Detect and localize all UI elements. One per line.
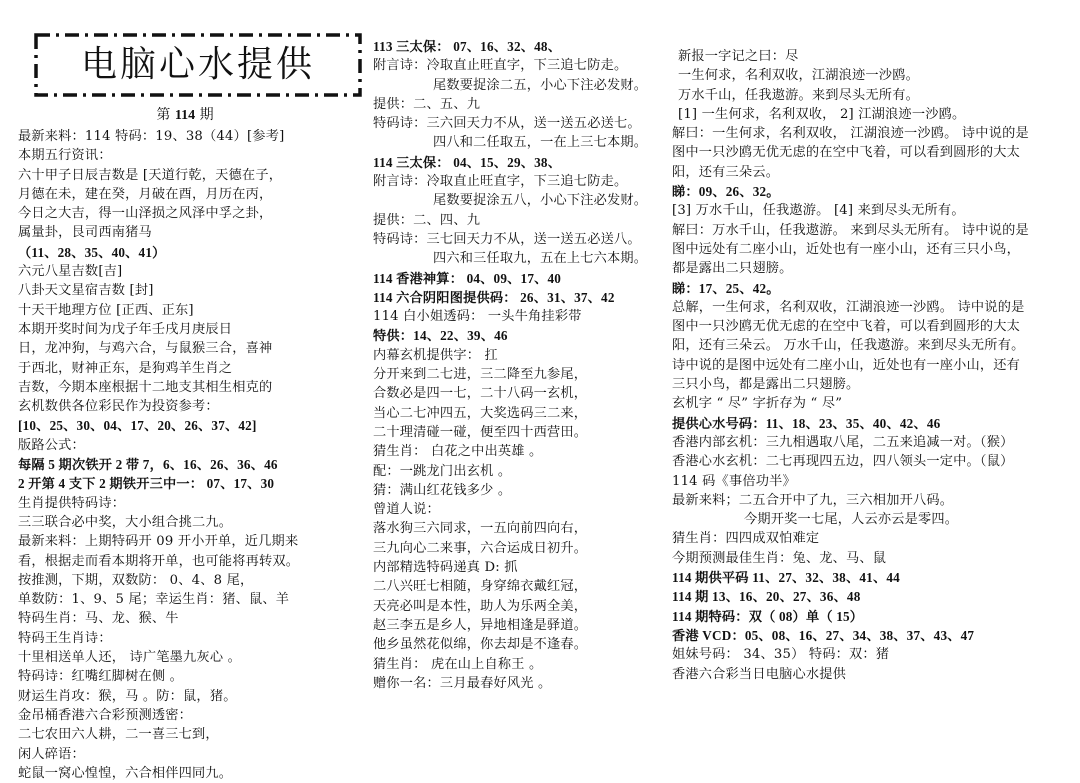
poem-line: 最新来料；二五合开中了九，三六相加开八码。: [672, 492, 954, 508]
poem-line: 天亮必叫是本性，助人为乐两全美，: [373, 598, 588, 614]
number-list: 睇：17、25、42。: [672, 280, 780, 296]
poem-line: 三三联合必中奖，大小组合挑二九。: [18, 514, 233, 530]
poem-line: 特码诗：三六回天力不从，送一送五必送七。: [373, 116, 641, 132]
text-line: 月德在未，建在癸，月破在酉，月历在丙，: [18, 186, 273, 202]
text-line: 姐妹号码： 34、35） 特码：双：猪: [672, 647, 890, 663]
formula-line: 2 开第 4 支下 2 期铁开三中一： 07、17、30: [18, 476, 275, 492]
text-line: 最新来料：上期特码开 09 开小开单，近几期来: [18, 534, 299, 550]
number-list: 特供：14、22、39、46: [373, 328, 508, 344]
text-line: 财运生肖攻：猴，马 。防：鼠，猪。: [18, 688, 237, 704]
text-line: 图中一只沙鸥无优无虑的在空中飞着，可以看到圆形的大太: [672, 319, 1021, 335]
section-heading: 特码王生肖诗：: [18, 630, 112, 646]
number-list: 114 期供平码 11、27、32、38、41、44: [672, 570, 900, 586]
section-heading: 生肖提供特码诗：: [18, 495, 126, 511]
text-line: 香港心水玄机：二七再现四五边，四八领头一定中。（鼠）: [672, 454, 1014, 470]
text-line: 内幕玄机提供字： 扛: [373, 347, 498, 363]
text-line: 猜生肖：四四成双怕难定: [672, 531, 820, 547]
text-line: 单数防：1、9、5 尾；幸运生肖：猪、鼠、羊: [18, 592, 290, 608]
poem-line: 附言诗：冷取直止旺直字，下三追七防走。: [373, 174, 628, 190]
number-list: （11、28、35、40、41）: [18, 244, 166, 260]
number-list: 睇：09、26、32。: [672, 184, 780, 200]
text-line: 玄机数供各位彩民作为投资参考：: [18, 399, 219, 415]
latest-info: 最新来料：114 特码：19、38（44）[参考]: [18, 129, 285, 144]
title-box: [34, 33, 362, 97]
column-middle: [373, 37, 668, 693]
text-line: 属量卦，艮司西南猪马: [18, 225, 152, 241]
text-line: 猜：满山红花钱多少 。: [373, 482, 512, 498]
text-line: 今日之大吉，得一山泽损之风泽中孚之卦，: [18, 206, 273, 222]
poem-line: 当心二七冲四五，大奖选码三二来，: [373, 405, 588, 421]
poem-line: 二七农田六人耕，二一喜三七到，: [18, 727, 219, 743]
poem-line: 一生何求，名利双收，江湖浪迹一沙鸥。: [678, 68, 919, 84]
poem-line: 他乡虽然花似绵，你去却是不逢春。: [373, 637, 588, 653]
text-line: 图中一只沙鸥无优无虑的在空中飞着，可以看到圆形的大太: [672, 145, 1021, 161]
section-heading: 114 码《事倍功半》: [672, 473, 796, 489]
text-line: 诗中说的是图中远处有二座小山，近处也有一座小山，还有: [672, 357, 1021, 373]
text-line: 提供：二、四、九: [373, 212, 481, 228]
text-line: 解曰：万水千山，任我遨游。 来到尽头无所有。 诗中说的是: [672, 222, 1029, 238]
number-list: 114 三太保： 04、15、29、38、: [373, 154, 562, 170]
poem-line: 十里相送单人还， 诗广笔墨九灰心 。: [18, 650, 241, 666]
poem-line: 三九向心二来事，六合运成日初升。: [373, 540, 588, 556]
section-heading: 曾道人说：: [373, 502, 440, 518]
issue-number: 第 114 期: [156, 107, 214, 123]
page-title: 电脑心水提供: [80, 44, 315, 85]
text-line: 赠你一名：三月最春好风光 。: [373, 675, 552, 691]
poem-line: [1] 一生何求，名利双收， 2] 江湖浪迹一沙鸥。: [678, 106, 966, 122]
text-line: 按推测，下期，双数防： 0、4、8 尾，: [18, 572, 254, 588]
text-line: 于西北，财神正东，是狗鸡羊生肖之: [18, 360, 233, 376]
poem-line: 二八兴旺七相随，身穿绵衣戴红冠，: [373, 579, 588, 595]
poem-line: 蛇鼠一窝心惶惶，六合相伴四同九。: [18, 765, 233, 781]
poem-line: 四八和二任取五，一在上三七本期。: [433, 135, 648, 151]
text-line: 阳，还有三朵云。 万水千山，任我遨游。来到尽头无所有。: [672, 338, 1025, 354]
section-heading: 内部精选特码递真 D: 抓: [373, 560, 518, 576]
poem-line: 二十理清碰一碰，便至四十西营田。: [373, 424, 588, 440]
section-heading: 本期五行资讯：: [18, 148, 112, 164]
poem-line: 四六和三任取九，五在上七六本期。: [433, 251, 648, 267]
number-list: [10、25、30、04、17、20、26、37、42]: [18, 418, 257, 434]
text-line: 总解，一生何求，名利双收，江湖浪迹一沙鸥。 诗中说的是: [672, 299, 1025, 315]
text-line: 都是露出二只翅膀。: [672, 261, 793, 277]
text-line: 香港内部玄机：三九相遇取八尾，二五来追减一对。（猴）: [672, 434, 1014, 450]
text-line: 提供：二、五、九: [373, 96, 481, 112]
number-list: 提供心水号码：11、18、23、35、40、42、46: [672, 415, 941, 431]
text-line: 吉数，今期本座根据十二地支其相生相克的: [18, 379, 273, 395]
text-line: 日，龙冲狗，与鸡六合，与鼠猴三合，喜神: [18, 341, 273, 357]
text-line: 特码生肖：马、龙、猴、牛: [18, 611, 179, 627]
text-line: 三只小鸟，都是露出二只翅膀。: [672, 377, 860, 393]
text-line: 特码诗：红嘴红脚树在侧 。: [18, 669, 184, 685]
text-line: 玄机字 “ 尽” 字折存为 “ 尽”: [672, 396, 843, 412]
text-line: 六元八星吉数[吉]: [18, 264, 123, 280]
text-line: 阳，还有三朵云。: [672, 164, 780, 180]
section-heading: 闲人碎语：: [18, 746, 85, 762]
poem-line: 今期开奖一七尾，人云亦云是零四。: [744, 512, 959, 528]
poem-line: 万水千山，任我遨游。来到尽头无所有。: [678, 87, 919, 103]
poem-line: 尾数要捉涂五八，小心下注必发财。: [433, 193, 648, 209]
poem-line: 分开来到二七进，三二降至九参尾，: [373, 367, 588, 383]
text-line: 本期开奖时间为戊子年壬戌月庚辰日: [18, 321, 233, 337]
text-line: 十天干地理方位 [正西、正东]: [18, 302, 194, 318]
text-line: 六十甲子日辰吉数是 [天道行乾，天德在子，: [18, 167, 283, 183]
poem-line: 合数必是四一七，二十八码一玄机，: [373, 386, 588, 402]
number-list: 114 期特码：双（ 08）单（ 15）: [672, 608, 864, 624]
number-list: 114 香港神算： 04、09、17、40: [373, 270, 562, 286]
poem-line: 赵三李五是乡人，异地相逢是驿道。: [373, 617, 588, 633]
column-left: [18, 127, 358, 783]
number-list: 香港 VCD：05、08、16、27、34、38、37、43、47: [672, 627, 975, 643]
section-heading: 金吊桶香港六合彩预测透密：: [18, 707, 193, 723]
number-list: 114 六合阴阳图提供码： 26、31、37、42: [373, 289, 615, 305]
text-line: 猜生肖： 白花之中出英雄 。: [373, 444, 543, 460]
poem-line: 尾数要捉涂二五，小心下注必发财。: [433, 77, 648, 93]
footer-line: 香港六合彩当日电脑心水提供: [672, 666, 847, 682]
text-line: 看，根据走而看本期将开单，也可能将再转双。: [18, 553, 300, 569]
section-heading: 版路公式：: [18, 437, 85, 453]
text-line: 猜生肖： 虎在山上自称王 。: [373, 656, 543, 672]
column-right: [672, 47, 1072, 684]
text-line: 八卦天文星宿吉数 [封]: [18, 283, 154, 299]
text-line: 图中远处有二座小山，近处也有一座小山，还有三只小鸟，: [672, 241, 1021, 257]
text-line: 今期预测最佳生肖：兔、龙、马、鼠: [672, 550, 887, 566]
poem-line: 附言诗：冷取直止旺直字，下三追七防走。: [373, 58, 628, 74]
text-line: 114 白小姐透码： 一头牛角挂彩带: [373, 309, 582, 325]
number-list: 114 期 13、16、20、27、36、48: [672, 589, 861, 605]
text-line: 配：一跳龙门出玄机 。: [373, 463, 512, 479]
number-list: 113 三太保： 07、16、32、48、: [373, 39, 562, 54]
poem-line: 特码诗：三七回天力不从，送一送五必送八。: [373, 231, 641, 247]
formula-line: 每隔 5 期次铁开 2 带 7，6、16、26、36、46: [18, 457, 278, 473]
poem-line: 落水狗三六同求，一五向前四向右，: [373, 521, 588, 537]
text-line: 解曰：一生何求，名利双收， 江湖浪迹一沙鸥。 诗中说的是: [672, 126, 1029, 142]
poem-line: [3] 万水千山，任我遨游。 [4] 来到尽头无所有。: [672, 203, 965, 219]
text-line: 新报一字记之曰：尽: [678, 49, 799, 64]
